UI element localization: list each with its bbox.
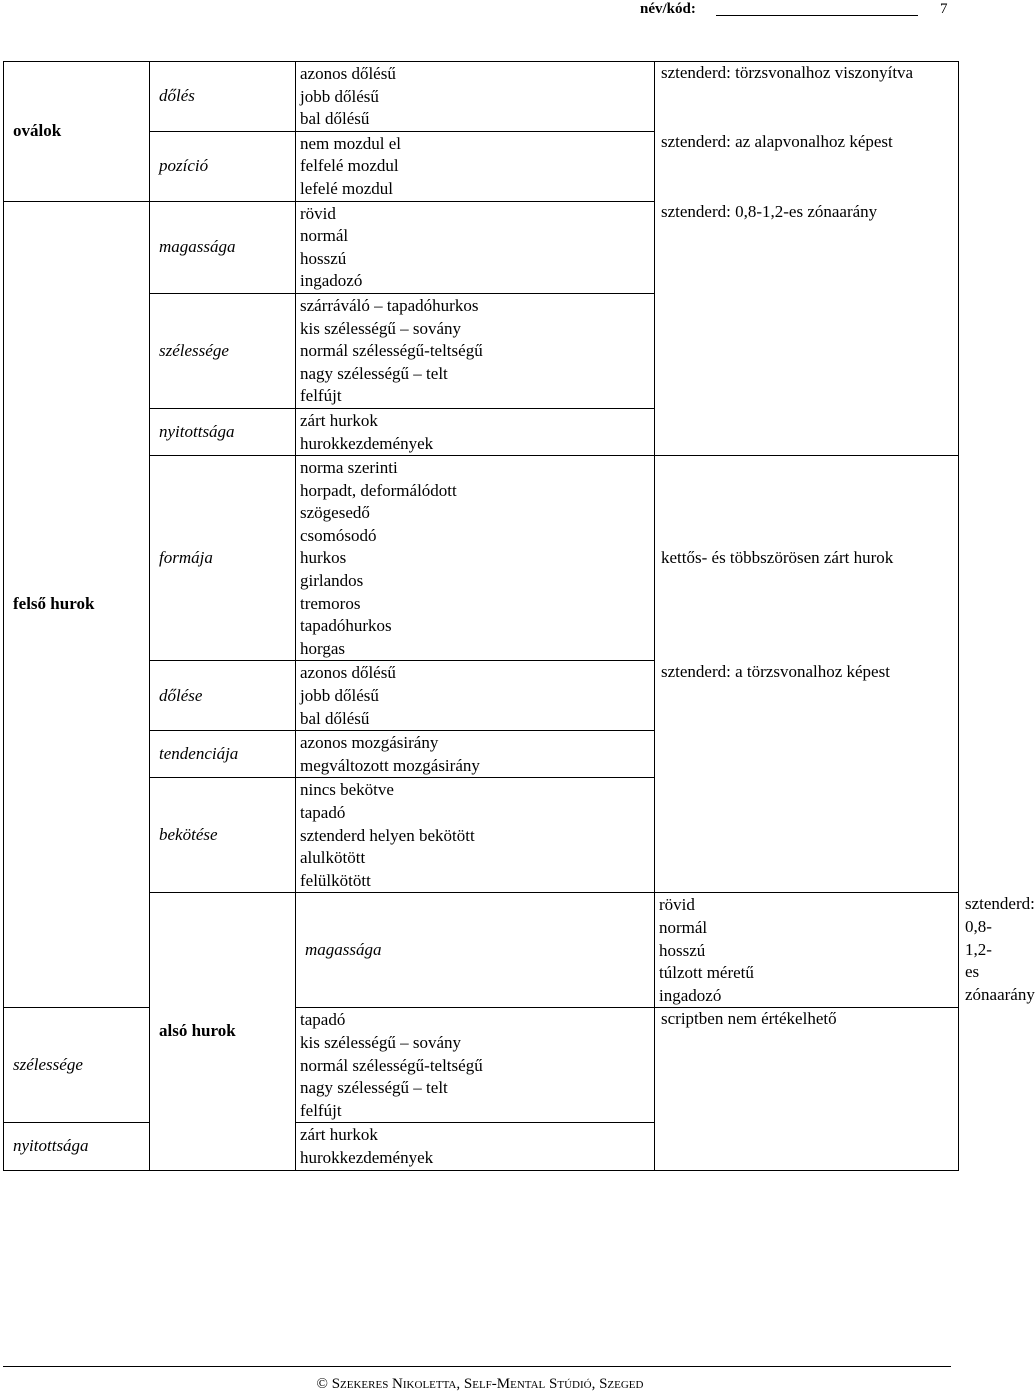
group-lower-loop: alsó hurok [150, 893, 296, 1170]
value-item: tapadóhurkos [300, 616, 392, 636]
note-text: sztenderd: törzsvonalhoz viszonyítva [661, 63, 914, 82]
value-item: alulkötött [300, 848, 366, 868]
attribute-label: magassága [296, 893, 655, 1008]
value-item: hosszú [659, 940, 706, 960]
table-row [4, 1008, 959, 1123]
note-text: kettős- és többszörösen zárt hurok [661, 548, 894, 568]
value-item: megváltozott mozgásirány [300, 755, 480, 775]
value-item: felülkötött [300, 870, 371, 890]
value-list [296, 1008, 655, 1123]
value-item: ingadozó [300, 271, 363, 291]
value-list [296, 131, 655, 201]
value-item: kis szélességű – sovány [300, 1032, 462, 1052]
note-cell [655, 731, 959, 778]
note-cell [655, 778, 959, 893]
note-cell [655, 456, 959, 661]
note-cell [655, 1123, 959, 1170]
attribute-label: pozíció [150, 131, 296, 201]
value-item: rövid [300, 203, 336, 223]
attribute-label: dőlése [150, 661, 296, 731]
value-item: azonos dőlésű [300, 663, 396, 683]
value-item: girlandos [300, 571, 364, 591]
value-item: csomósodó [300, 525, 377, 545]
value-item: norma szerinti [300, 458, 398, 478]
value-item: felfelé mozdul [300, 156, 399, 176]
value-list [296, 201, 655, 293]
value-item: hurokkezdemények [300, 1147, 434, 1167]
handwriting-criteria-table [3, 61, 1035, 1171]
note-cell [655, 131, 959, 201]
value-list [296, 1123, 655, 1170]
attribute-label: szélessége [150, 293, 296, 408]
note-cell [655, 408, 959, 455]
attribute-label: bekötése [150, 778, 296, 893]
value-item: rövid [659, 895, 695, 915]
value-item: normál [300, 226, 349, 246]
note-text: sztenderd: 0,8-1,2-es zónaarány [661, 202, 878, 222]
value-list [296, 778, 655, 893]
table-row: alsó hurok magassága rövid normál hosszú túlzott méretű ingadozó sztenderd: 0,8-1,2-es zónaarány [4, 893, 959, 1008]
value-item: szárráváló – tapadóhurkos [300, 295, 479, 315]
value-list [296, 456, 655, 661]
value-list [655, 893, 959, 1008]
value-item: hurokkezdemények [300, 433, 434, 453]
value-item: tapadó [300, 1010, 346, 1030]
value-item: normál szélességű-teltségű [300, 1055, 483, 1075]
note-text: scriptben nem értékelhető [661, 1009, 837, 1029]
value-item: nagy szélességű – telt [300, 363, 448, 383]
value-item: zárt hurkok [300, 410, 378, 430]
note-cell [655, 661, 959, 731]
value-item: jobb dőlésű [300, 86, 379, 106]
value-item: felfújt [300, 386, 342, 406]
name-code-label: név/kód: [640, 1, 696, 17]
value-item: ingadozó [659, 985, 722, 1005]
value-list [296, 293, 655, 408]
attribute-label: dőlés [150, 62, 296, 132]
value-item: horgas [300, 638, 346, 658]
value-item: jobb dőlésű [300, 686, 379, 706]
footer-credit: Szekeres Nikoletta, Self-Mental Stúdió, Szeged [331, 1376, 644, 1392]
table-row [4, 62, 959, 132]
value-item: zárt hurkok [300, 1125, 378, 1145]
value-item: felfújt [300, 1100, 342, 1120]
value-item: túlzott méretű [659, 963, 754, 983]
value-item: hurkos [300, 548, 347, 568]
value-item: nem mozdul el [300, 133, 402, 153]
group-upper-loop: felső hurok [4, 201, 150, 1008]
value-item: hosszú [300, 248, 347, 268]
value-item: lefelé mozdul [300, 178, 393, 198]
attribute-label: nyitottsága [4, 1123, 150, 1170]
value-item: normál szélességű-teltségű [300, 341, 483, 361]
name-code-blank-line [716, 15, 918, 16]
attribute-label: szélessége [4, 1008, 150, 1123]
value-item: nincs bekötve [300, 780, 394, 800]
note-cell [655, 201, 959, 293]
value-item: normál [659, 917, 708, 937]
note-text: sztenderd: a törzsvonalhoz képest [661, 661, 890, 681]
page-footer [0, 1374, 960, 1394]
copyright-icon: © [316, 1376, 328, 1392]
value-list [296, 62, 655, 132]
attribute-label: formája [150, 456, 296, 661]
value-item: horpadt, deformálódott [300, 480, 457, 500]
note-text: sztenderd: az alapvonalhoz képest [661, 132, 893, 152]
value-item: szögesedő [300, 503, 370, 523]
table-row [4, 201, 959, 293]
page-header [0, 0, 960, 20]
value-list [296, 731, 655, 778]
attribute-label: nyitottsága [150, 408, 296, 455]
note-cell [655, 62, 959, 132]
value-item: bal dőlésű [300, 708, 370, 728]
value-item: tapadó [300, 803, 346, 822]
footer-divider [3, 1366, 951, 1367]
value-item: sztenderd helyen bekötött [300, 825, 475, 845]
value-item: azonos dőlésű [300, 64, 396, 83]
table-row [4, 1123, 959, 1170]
note-cell [655, 1008, 959, 1123]
note-cell [655, 293, 959, 408]
value-item: azonos mozgásirány [300, 733, 439, 753]
value-item: tremoros [300, 593, 361, 613]
value-item: nagy szélességű – telt [300, 1078, 448, 1098]
value-item: kis szélességű – sovány [300, 318, 462, 338]
attribute-label: tendenciája [150, 731, 296, 778]
value-item: bal dőlésű [300, 109, 370, 129]
group-ovals: oválok [4, 62, 150, 202]
attribute-label: magassága [150, 201, 296, 293]
page-number: 7 [940, 1, 948, 17]
value-list [296, 661, 655, 731]
value-list [296, 408, 655, 455]
